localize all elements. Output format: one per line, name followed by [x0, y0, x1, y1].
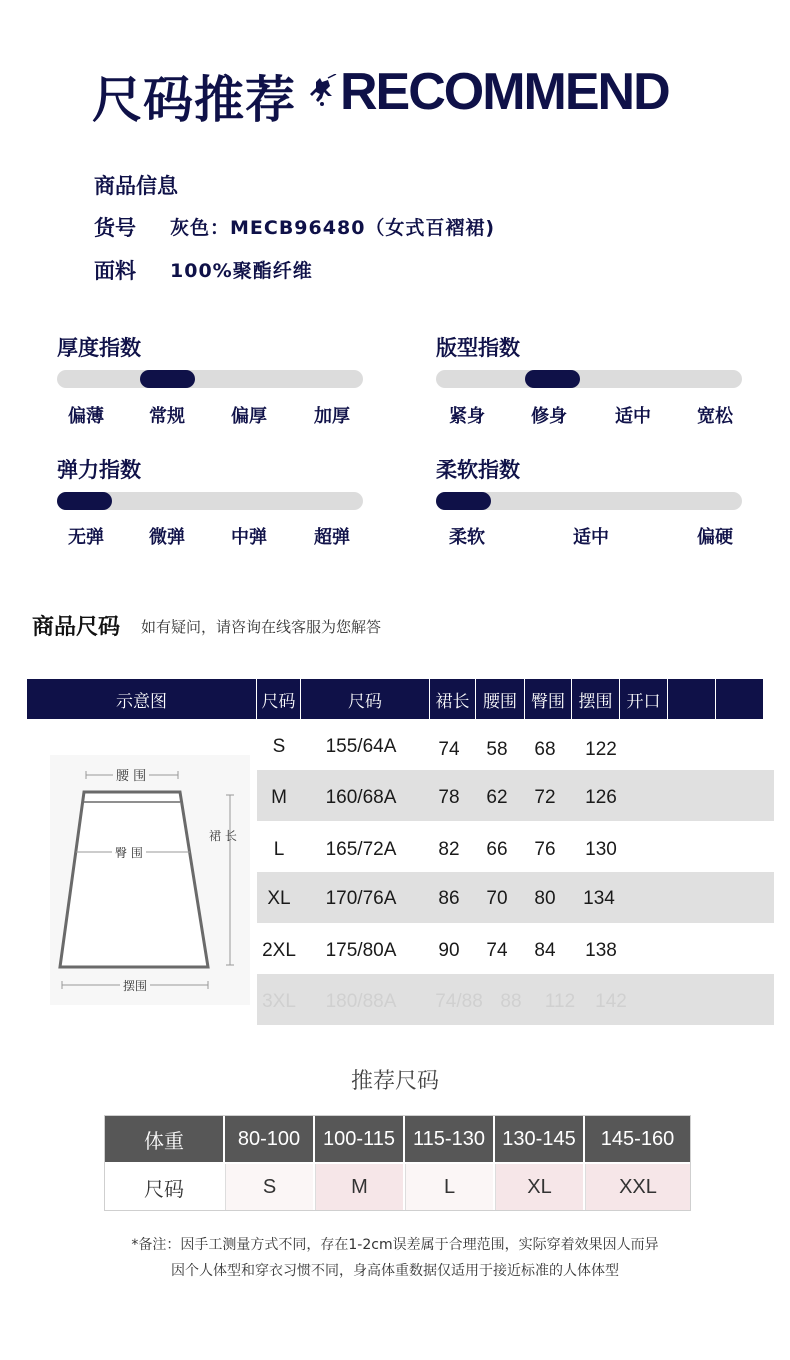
fit-tick: 宽松	[697, 406, 733, 427]
recommended-size: XL	[495, 1164, 583, 1210]
cell-hip: 80	[534, 888, 556, 909]
cell-hip: 84	[534, 940, 556, 961]
thickness-tick: 常规	[149, 406, 185, 427]
diagram-hip-label: 臀 围	[112, 844, 146, 861]
elasticity-tick: 无弹	[68, 527, 104, 548]
cell-waist: 88	[500, 991, 522, 1012]
cell-waist: 62	[486, 787, 508, 808]
cell-hem: 134	[583, 888, 615, 909]
cell-length: 90	[438, 940, 460, 961]
recommended-size: M	[315, 1164, 403, 1210]
size-section-title: 商品尺码	[32, 615, 121, 640]
product-info-heading: 商品信息	[94, 174, 178, 198]
cell-spec: 160/68A	[325, 787, 397, 808]
cell-length: 82	[438, 839, 460, 860]
header-hem: 摆围	[572, 679, 619, 719]
fit-tick: 紧身	[449, 406, 485, 427]
header-length: 裙长	[430, 679, 475, 719]
cell-spec: 170/76A	[325, 888, 397, 909]
header-empty	[716, 679, 763, 719]
elasticity-tick: 中弹	[231, 527, 267, 548]
softness-tick: 偏硬	[697, 527, 733, 548]
cell-hem: 122	[585, 739, 617, 760]
fit-tick: 修身	[531, 406, 567, 427]
fit-tick: 适中	[615, 406, 651, 427]
cell-hip: 72	[534, 787, 556, 808]
cell-hem: 126	[585, 787, 617, 808]
cell-hip: 112	[544, 991, 576, 1012]
softness-tick: 适中	[573, 527, 609, 548]
elasticity-tick: 微弹	[149, 527, 185, 548]
skirt-diagram	[50, 755, 250, 1005]
header-hip: 臀围	[525, 679, 571, 719]
thickness-index-fill	[140, 370, 195, 388]
cell-hem: 142	[595, 991, 627, 1012]
cell-size: S	[272, 736, 286, 757]
elasticity-index-track	[57, 492, 363, 510]
recommended-size: S	[225, 1164, 313, 1210]
weight-range: 80-100	[225, 1116, 313, 1162]
cell-length: 74	[438, 739, 460, 760]
weight-range: 130-145	[495, 1116, 583, 1162]
elasticity-index-fill	[57, 492, 112, 510]
cell-spec: 180/88A	[325, 991, 397, 1012]
cell-size: XL	[267, 888, 291, 909]
recommended-size: XXL	[585, 1164, 690, 1210]
thickness-tick: 偏厚	[231, 406, 267, 427]
weight-range: 145-160	[585, 1116, 690, 1162]
fabric-value: 100%聚酯纤维	[170, 260, 313, 282]
item-no-value: 灰色：MECB96480（女式百褶裙)	[170, 217, 496, 239]
elasticity-tick: 超弹	[314, 527, 350, 548]
cell-size: 2XL	[262, 940, 296, 961]
diagram-length-label: 裙 长	[209, 829, 237, 843]
page-title-en: RECOMMEND	[340, 63, 669, 121]
header-empty	[668, 679, 715, 719]
cell-hem: 138	[585, 940, 617, 961]
cell-spec: 155/64A	[325, 736, 397, 757]
cell-length: 78	[438, 787, 460, 808]
cell-hip: 68	[534, 739, 556, 760]
thickness-index-title: 厚度指数	[57, 336, 141, 360]
polo-horse-logo-icon	[308, 74, 338, 110]
size-label: 尺码	[105, 1164, 223, 1210]
diagram-waist-label: 腰 围	[113, 765, 149, 784]
weight-range: 115-130	[405, 1116, 493, 1162]
fit-index-fill	[525, 370, 580, 388]
cell-spec: 175/80A	[325, 940, 397, 961]
cell-size: L	[273, 839, 285, 860]
cell-hip: 76	[534, 839, 556, 860]
cell-waist: 66	[486, 839, 508, 860]
cell-hem: 130	[585, 839, 617, 860]
item-no-label: 货号	[94, 216, 136, 240]
cell-waist: 74	[486, 940, 508, 961]
cell-waist: 58	[486, 739, 508, 760]
cell-size: M	[271, 787, 287, 808]
cell-waist: 70	[486, 888, 508, 909]
header-size: 尺码	[257, 679, 300, 719]
diagram-hem-label: 摆围	[120, 977, 150, 994]
page-title-cn: 尺码推荐	[92, 71, 296, 129]
thickness-tick: 偏薄	[68, 406, 104, 427]
header-size-spec: 尺码	[301, 679, 429, 719]
size-section-subtitle: 如有疑问，请咨询在线客服为您解答	[141, 618, 382, 636]
header-opening: 开口	[620, 679, 667, 719]
softness-tick: 柔软	[449, 527, 485, 548]
note-line: 因个人体型和穿衣习惯不同，身高体重数据仅适用于接近标准的人体体型	[171, 1263, 619, 1279]
weight-range: 100-115	[315, 1116, 403, 1162]
cell-length: 74/88	[435, 991, 483, 1012]
softness-index-title: 柔软指数	[436, 458, 520, 482]
softness-index-fill	[436, 492, 491, 510]
header-waist: 腰围	[476, 679, 524, 719]
fit-index-track	[436, 370, 742, 388]
fabric-label: 面料	[94, 259, 136, 283]
thickness-index-track	[57, 370, 363, 388]
weight-label: 体重	[105, 1116, 223, 1162]
elasticity-index-title: 弹力指数	[57, 458, 141, 482]
recommend-title: 推荐尺码	[350, 1069, 439, 1094]
note-line: *备注：因手工测量方式不同，存在1-2cm误差属于合理范围，实际穿着效果因人而异	[131, 1237, 659, 1253]
thickness-tick: 加厚	[314, 406, 350, 427]
fit-index-title: 版型指数	[436, 336, 520, 360]
cell-length: 86	[438, 888, 460, 909]
header-diagram: 示意图	[27, 679, 256, 719]
recommended-size: L	[405, 1164, 493, 1210]
cell-spec: 165/72A	[325, 839, 397, 860]
cell-size: 3XL	[262, 991, 296, 1012]
softness-index-track	[436, 492, 742, 510]
